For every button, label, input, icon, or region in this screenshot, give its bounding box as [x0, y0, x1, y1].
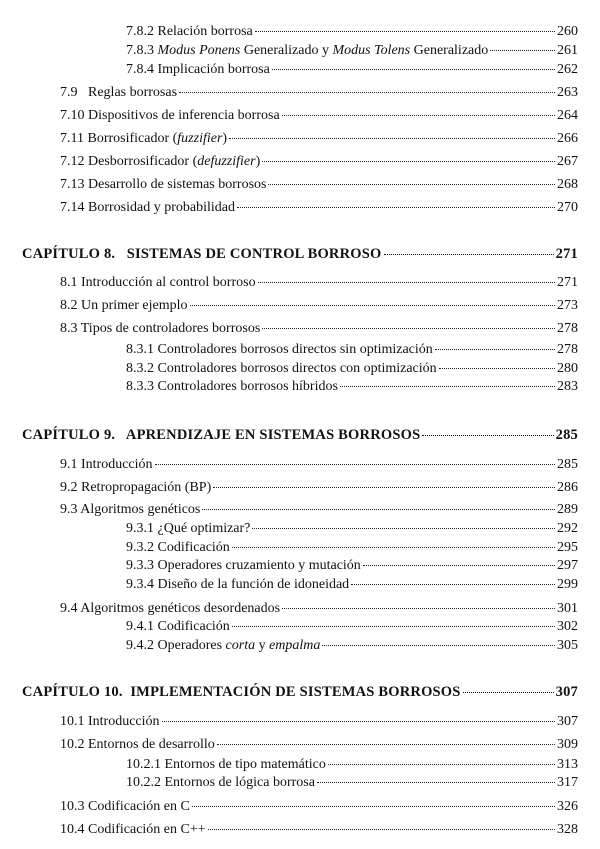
toc-entry-title — [126, 755, 326, 775]
toc-entry-8-1 — [60, 273, 578, 293]
toc-entry-10-2-2 — [126, 773, 578, 793]
toc-entry-9-4 — [60, 599, 578, 619]
dot-leader — [232, 626, 555, 627]
toc-entry-7-11 — [60, 129, 578, 149]
dot-leader — [317, 782, 555, 783]
dot-leader — [229, 138, 555, 139]
page-number: 263 — [557, 85, 578, 100]
toc-entry-title-part: fuzzifier — [177, 131, 223, 146]
toc-entry-title-part: 8.2 Un primer ejemplo — [60, 298, 188, 313]
dot-leader — [202, 509, 555, 510]
page-number: 271 — [555, 246, 578, 262]
toc-entry-title — [22, 425, 420, 445]
toc-entry-title-part: ) — [222, 131, 228, 146]
toc-entry-10-3 — [60, 797, 578, 817]
dot-leader — [435, 349, 555, 350]
toc-entry-9-3-1 — [126, 519, 578, 539]
page-number: 297 — [557, 558, 578, 573]
chapter-heading-cap-8 — [22, 244, 578, 264]
toc-entry-8-2 — [60, 296, 578, 316]
page-number: 267 — [557, 154, 578, 169]
dot-leader — [363, 565, 555, 566]
page-number: 285 — [555, 427, 578, 443]
page-number: 264 — [557, 108, 578, 123]
page-number: 326 — [557, 799, 578, 814]
page-number: 317 — [557, 775, 578, 790]
toc-entry-title-part: 7.13 Desarrollo de sistemas borrosos — [60, 177, 267, 192]
toc-entry-title-part: 9.4.2 Operadores — [126, 638, 226, 653]
toc-entry-title-part: 8.3.3 Controladores borrosos híbridos — [126, 379, 338, 394]
dot-leader — [192, 806, 555, 807]
dot-leader — [282, 115, 555, 116]
page-number: 286 — [557, 480, 578, 495]
toc-entry-title — [126, 340, 433, 360]
dot-leader — [351, 584, 555, 585]
toc-entry-title-part: 8.3 Tipos de controladores borrosos — [60, 321, 261, 336]
page-number: 268 — [557, 177, 578, 192]
toc-entry-title — [60, 820, 206, 840]
toc-entry-title-part: 10.2.1 Entornos de tipo matemático — [126, 757, 326, 772]
toc-entry-7-13 — [60, 175, 578, 195]
page-number: 328 — [557, 822, 578, 837]
toc-entry-title-part: ) — [255, 154, 261, 169]
toc-entry-title-part: Generalizado — [410, 43, 489, 58]
dot-leader — [262, 328, 555, 329]
toc-entry-title-part: 7.11 Borrosificador ( — [60, 131, 178, 146]
page-number: 278 — [557, 321, 578, 336]
page-number: 301 — [557, 601, 578, 616]
toc-entry-title-part: 7.9 Reglas borrosas — [60, 85, 178, 100]
toc-entry-title — [126, 617, 230, 637]
toc-entry-title-part: 7.12 Desborrosificador ( — [60, 154, 198, 169]
toc-entry-title-part: 9.4 Algoritmos genéticos desordenados — [60, 601, 281, 616]
dot-leader — [155, 464, 555, 465]
toc-entry-title-part: 8.1 Introducción al control borroso — [60, 275, 256, 290]
dot-leader — [322, 645, 555, 646]
dot-leader — [340, 386, 555, 387]
dot-leader — [213, 487, 555, 488]
toc-entry-title — [60, 129, 227, 149]
dot-leader — [268, 184, 555, 185]
page-number: 307 — [555, 684, 578, 700]
page-number: 302 — [557, 619, 578, 634]
dot-leader — [490, 50, 555, 51]
toc-entry-title-part: empalma — [269, 638, 321, 653]
chapter-heading-cap-9 — [22, 425, 578, 445]
toc-entry-title-part: 7.10 Dispositivos de inferencia borrosa — [60, 108, 280, 123]
dot-leader — [282, 608, 555, 609]
toc-entry-title-part: 8.3.1 Controladores borrosos directos sin optimización — [126, 342, 433, 357]
page-number: 285 — [557, 457, 578, 472]
toc-entry-title — [60, 797, 190, 817]
toc-entry-title-part: Modus Ponens — [157, 43, 241, 58]
toc-entry-title — [126, 538, 230, 558]
toc-entry-7-14 — [60, 198, 578, 218]
toc-entry-title-part: 10.3 Codificación en C — [60, 799, 190, 814]
page-number: 307 — [557, 714, 578, 729]
toc-entry-title — [126, 377, 338, 397]
page-number: 278 — [557, 342, 578, 357]
toc-entry-7-8-2 — [126, 22, 578, 42]
toc-entry-title — [126, 60, 270, 80]
toc-entry-title-part: 9.4.1 Codificación — [126, 619, 230, 634]
dot-leader — [255, 31, 555, 32]
toc-entry-title — [126, 773, 315, 793]
toc-entry-10-2-1 — [126, 755, 578, 775]
toc-entry-title — [60, 152, 260, 172]
toc-entry-title — [126, 556, 361, 576]
dot-leader — [384, 254, 554, 255]
toc-entry-title-part: 9.1 Introducción — [60, 457, 153, 472]
toc-entry-title-part: 10.2.2 Entornos de lógica borrosa — [126, 775, 315, 790]
toc-entry-title-part: 9.3.4 Diseño de la función de idoneidad — [126, 577, 350, 592]
toc-entry-title-part: 7.14 Borrosidad y probabilidad — [60, 200, 235, 215]
page-number: 283 — [557, 379, 578, 394]
dot-leader — [208, 829, 555, 830]
toc-entry-title-part: Generalizado y — [240, 43, 333, 58]
dot-leader — [252, 528, 555, 529]
dot-leader — [422, 435, 553, 436]
toc-entry-title — [60, 319, 260, 339]
toc-entry-title-part: 9.3 Algoritmos genéticos — [60, 502, 201, 517]
toc-entry-title — [126, 519, 250, 539]
toc-entry-9-4-1 — [126, 617, 578, 637]
dot-leader — [463, 692, 554, 693]
page-number: 270 — [557, 200, 578, 215]
dot-leader — [217, 744, 555, 745]
toc-entry-title — [60, 175, 266, 195]
toc-entry-8-3-2 — [126, 359, 578, 379]
chapter-heading-cap-10 — [22, 682, 578, 702]
toc-entry-title — [60, 599, 280, 619]
dot-leader — [179, 92, 555, 93]
toc-entry-title-part: corta — [225, 638, 256, 653]
toc-entry-title — [60, 455, 153, 475]
toc-entry-7-8-3 — [126, 41, 578, 61]
dot-leader — [232, 547, 555, 548]
toc-entry-title-part: 7.8.2 Relación borrosa — [126, 24, 253, 39]
toc-entry-title-part: CAPÍTULO 9. APRENDIZAJE EN SISTEMAS BORROSOS — [22, 427, 421, 443]
toc-entry-7-9 — [60, 83, 578, 103]
toc-entry-title-part: 9.3.3 Operadores cruzamiento y mutación — [126, 558, 361, 573]
page-number: 266 — [557, 131, 578, 146]
toc-entry-title — [126, 575, 349, 595]
page-number: 260 — [557, 24, 578, 39]
toc-entry-7-12 — [60, 152, 578, 172]
toc-entry-title-part: 10.2 Entornos de desarrollo — [60, 737, 215, 752]
page-number: 262 — [557, 62, 578, 77]
toc-entry-title — [60, 106, 280, 126]
dot-leader — [162, 721, 555, 722]
toc-entry-9-3-3 — [126, 556, 578, 576]
page-number: 292 — [557, 521, 578, 536]
dot-leader — [328, 764, 555, 765]
toc-entry-title-part: 10.1 Introducción — [60, 714, 160, 729]
toc-entry-title — [60, 296, 188, 316]
dot-leader — [237, 207, 555, 208]
page-number: 299 — [557, 577, 578, 592]
toc-entry-title-part: 7.8.3 — [126, 43, 158, 58]
toc-entry-title — [60, 500, 200, 520]
toc-entry-10-2 — [60, 735, 578, 755]
page-number: 271 — [557, 275, 578, 290]
toc-entry-title-part: 7.8.4 Implicación borrosa — [126, 62, 270, 77]
toc-entry-title — [126, 41, 488, 61]
page-number: 295 — [557, 540, 578, 555]
toc-entry-title-part: CAPÍTULO 8. SISTEMAS DE CONTROL BORROSO — [22, 246, 382, 262]
toc-entry-title-part: 9.3.1 ¿Qué optimizar? — [126, 521, 251, 536]
page-number: 305 — [557, 638, 578, 653]
toc-entry-7-10 — [60, 106, 578, 126]
toc-entry-8-3 — [60, 319, 578, 339]
toc-entry-title — [60, 735, 215, 755]
toc-entry-title — [126, 359, 437, 379]
toc-entry-title — [60, 712, 160, 732]
toc-entry-10-1 — [60, 712, 578, 732]
dot-leader — [262, 161, 555, 162]
toc-entry-title-part: 9.3.2 Codificación — [126, 540, 230, 555]
toc-entry-title — [60, 273, 256, 293]
toc-entry-title — [22, 244, 382, 264]
toc-entry-9-3-4 — [126, 575, 578, 595]
toc-entry-9-1 — [60, 455, 578, 475]
page-number: 261 — [557, 43, 578, 58]
toc-entry-title-part: defuzzifier — [197, 154, 256, 169]
toc-entry-title-part: 9.2 Retropropagación (BP) — [60, 480, 212, 495]
dot-leader — [258, 282, 555, 283]
page-number: 309 — [557, 737, 578, 752]
toc-entry-title-part: Modus Tolens — [332, 43, 411, 58]
toc-entry-title — [60, 83, 177, 103]
page-number: 313 — [557, 757, 578, 772]
dot-leader — [190, 305, 555, 306]
page-number: 289 — [557, 502, 578, 517]
toc-entry-9-2 — [60, 478, 578, 498]
toc-entry-title — [22, 682, 461, 702]
toc-entry-9-3 — [60, 500, 578, 520]
toc-entry-title — [126, 636, 320, 656]
toc-entry-title-part: 8.3.2 Controladores borrosos directos con optimización — [126, 361, 437, 376]
toc-entry-9-3-2 — [126, 538, 578, 558]
toc-entry-7-8-4 — [126, 60, 578, 80]
page-number: 280 — [557, 361, 578, 376]
page-number: 273 — [557, 298, 578, 313]
toc-entry-9-4-2 — [126, 636, 578, 656]
toc-entry-title-part: y — [255, 638, 270, 653]
toc-entry-title — [60, 478, 211, 498]
dot-leader — [439, 368, 555, 369]
toc-entry-title-part: 10.4 Codificación en C++ — [60, 822, 206, 837]
toc-entry-10-4 — [60, 820, 578, 840]
toc-entry-8-3-1 — [126, 340, 578, 360]
dot-leader — [272, 69, 555, 70]
toc-entry-title-part: CAPÍTULO 10. IMPLEMENTACIÓN DE SISTEMAS BORROSOS — [22, 684, 461, 700]
toc-entry-8-3-3 — [126, 377, 578, 397]
toc-entry-title — [126, 22, 253, 42]
toc-entry-title — [60, 198, 235, 218]
